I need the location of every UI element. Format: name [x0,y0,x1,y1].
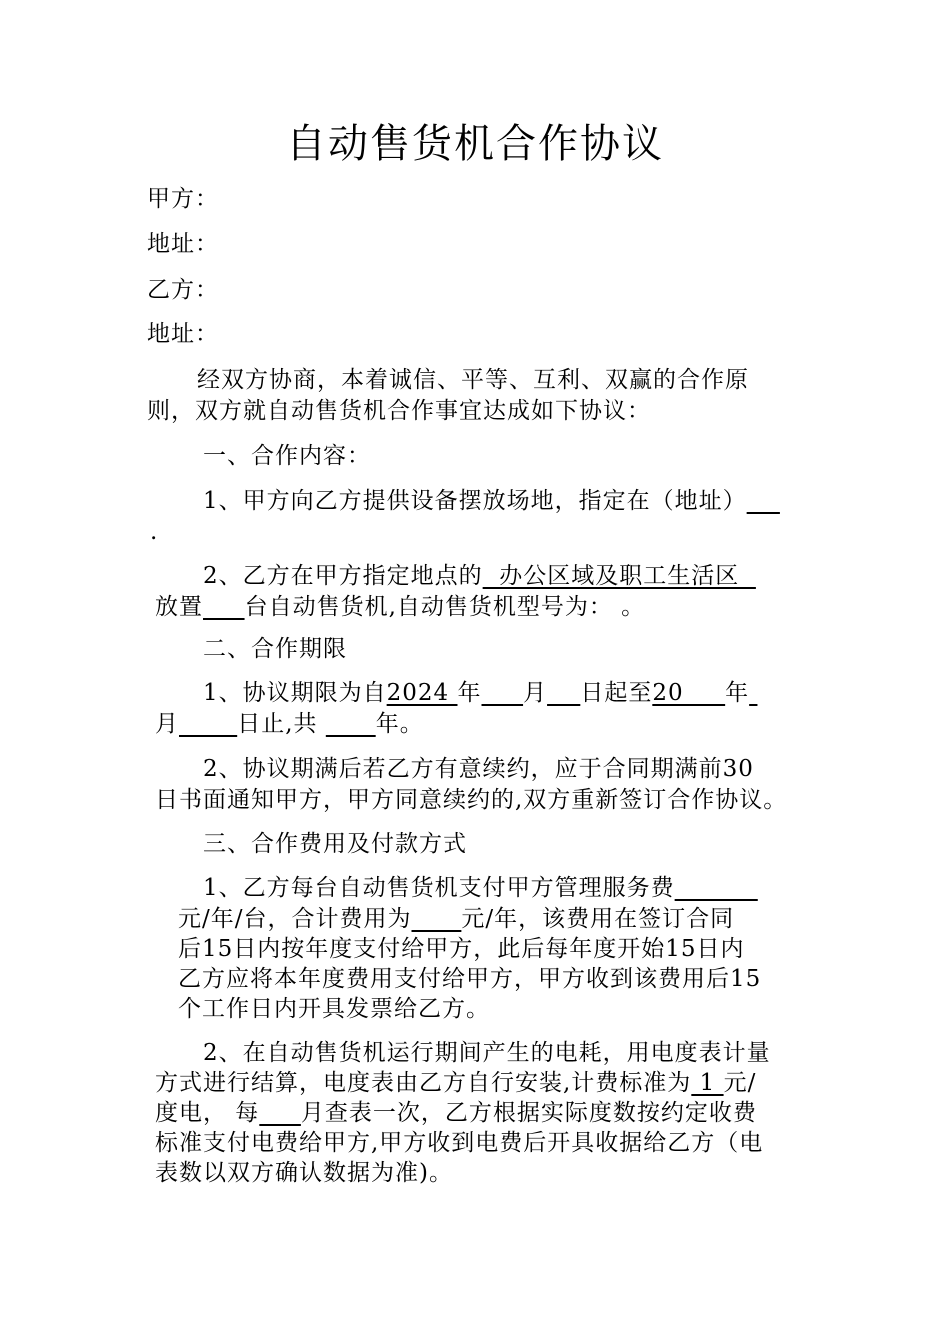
section-3-item-1-line-1 [203,873,758,903]
section-2-item-1-line-1 [203,678,757,708]
text: 日止,共 [237,711,326,737]
text: 年。 [375,711,424,737]
document-title: 自动售货机合作协议 [286,121,664,167]
text: 度电， 每 [155,1100,260,1126]
section-1-item-1-line-2: . [150,519,159,545]
text: 元/ [723,1070,757,1096]
party-b-label: 乙方： [147,277,219,303]
text: 1、协议期限为自 [203,680,387,706]
end-year: 20 [652,680,726,706]
text: 1、甲方向乙方提供设备摆放场地，指定在（地址） [203,488,747,514]
section-1-item-2-line-1 [203,561,756,591]
location-fill: 办公区域及职工生活区 [482,563,756,589]
section-2-item-1-line-2 [155,709,424,739]
section-3-item-2-line-5: 表数以双方确认数据为准)。 [155,1160,453,1186]
reading-interval-blank [259,1100,301,1126]
section-3-item-1-line-3: 后15日内按年度支付给甲方，此后每年度开始15日内 [178,936,745,962]
rate-fill: 1 [691,1070,724,1096]
text: 日起至 [580,680,653,706]
section-3-item-1-line-5: 个工作日内开具发票给乙方。 [178,996,490,1022]
text: 元/年/台，合计费用为 [178,906,412,932]
text: 元/年，该费用在签订合同 [461,906,735,932]
section-1-item-2-line-2 [155,592,645,622]
text: 2、乙方在甲方指定地点的 [203,563,483,589]
end-day-blank [179,711,237,737]
text: 年 [457,680,482,706]
party-b-address-label: 地址： [147,321,219,347]
fee-per-unit-blank [675,875,758,901]
section-3-heading: 三、合作费用及付款方式 [203,831,467,857]
text: 月 [155,711,179,737]
text: 放置 [155,594,203,620]
section-3-item-2-line-1: 2、在自动售货机运行期间产生的电耗，用电度表计量 [203,1040,771,1066]
quantity-blank [203,594,245,620]
text: 台自动售货机,自动售货机型号为： 。 [244,594,646,620]
address-blank [747,488,780,514]
text: 月查表一次，乙方根据实际度数按约定收费 [300,1100,757,1126]
section-3-item-1-line-2 [178,904,734,934]
intro-line-2: 则，双方就自动售货机合作事宜达成如下协议： [147,398,651,424]
section-3-item-2-line-3 [155,1098,757,1128]
text: 方式进行结算，电度表由乙方自行安装,计费标准为 [155,1070,692,1096]
section-3-item-1-line-4: 乙方应将本年度费用支付给甲方，甲方收到该费用后15 [178,966,762,992]
section-1-item-1-line-1 [203,486,780,516]
section-2-heading: 二、合作期限 [203,636,347,662]
section-2-item-2-line-2: 日书面通知甲方，甲方同意续约的,双方重新签订合作协议。 [155,787,788,813]
intro-line-1: 经双方协商，本着诚信、平等、互利、双赢的合作原 [197,367,749,393]
party-a-label: 甲方： [147,186,219,212]
total-fee-blank [412,906,462,932]
start-day-blank [547,680,580,706]
start-year: 2024 [386,680,458,706]
start-month-blank [482,680,524,706]
party-a-address-label: 地址： [147,231,219,257]
total-years-blank [326,711,376,737]
section-1-heading: 一、合作内容： [203,443,371,469]
section-3-item-2-line-2 [155,1068,756,1098]
text: 1、乙方每台自动售货机支付甲方管理服务费 [203,875,675,901]
text: 年 [725,680,750,706]
section-3-item-2-line-4: 标准支付电费给甲方,甲方收到电费后开具收据给乙方（电 [155,1130,764,1156]
section-2-item-2-line-1: 2、协议期满后若乙方有意续约，应于合同期满前30 [203,756,754,782]
end-month-blank [749,680,757,706]
text: 月 [523,680,548,706]
